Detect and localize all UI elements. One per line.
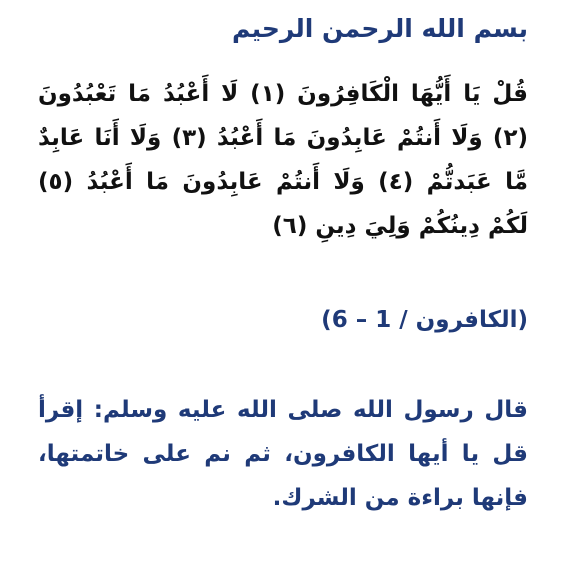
hadith-text: قال رسول الله صلى الله عليه وسلم: إقرأ قل يا أيها الكافرون، ثم نم على خاتمتها، فإنها براءة من الشرك. [38,397,528,511]
basmala-heading: بسم الله الرحمن الرحيم [232,14,528,43]
quran-verses: قُلْ يَا أَيُّهَا الْكَافِرُونَ (١) لَا أَعْبُدُ مَا تَعْبُدُونَ (٢) وَلَا أَنتُمْ عَابِدُونَ مَا أَعْبُدُ (٣) وَلَا أَنَا عَابِدٌ مَّا عَبَدتُّمْ (٤) وَلَا أَنتُمْ عَابِدُونَ مَا أَعْبُدُ (٥) لَكُمْ دِينُكُمْ وَلِيَ دِينِ (٦) [38,81,528,239]
surah-reference: (الكافرون / 1 – 6) [321,307,528,333]
